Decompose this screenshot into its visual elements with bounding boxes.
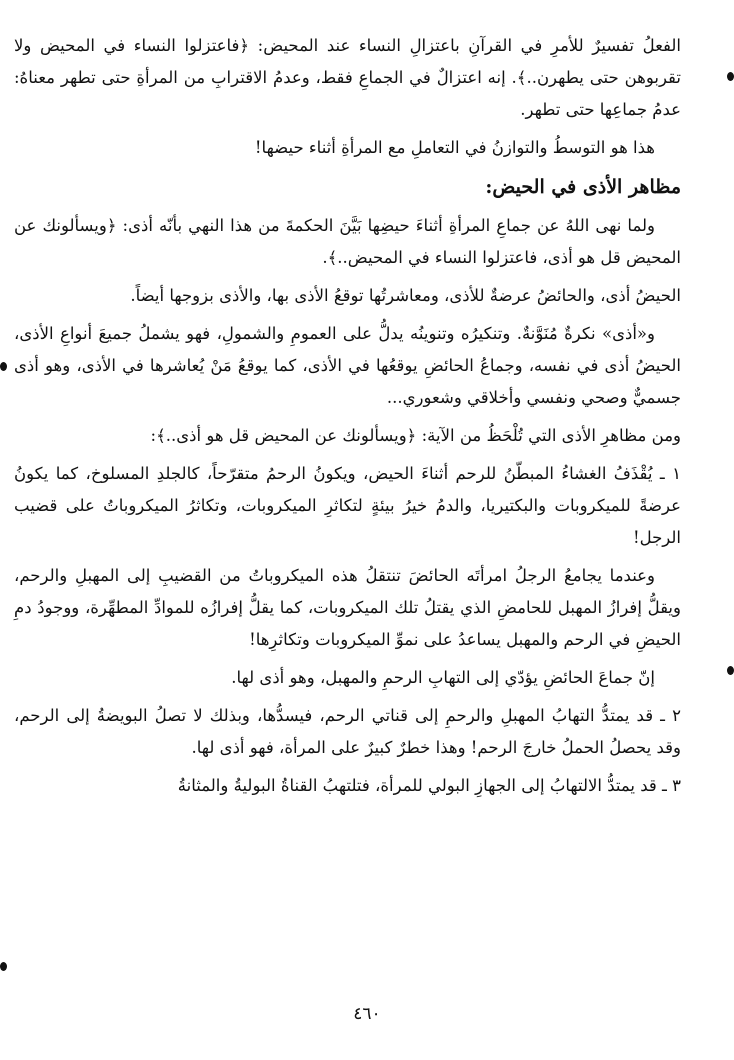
paragraph-6: ومن مظاهرِ الأذى التي تُلْحَظُ من الآية: ﴿ويسألونك عن المحيض قل هو أذى..﴾:: [150, 426, 681, 445]
paragraph-5: و«أذى» نكرةٌ مُنَوَّنةٌ. وتنكيرُه وتنوينُه يدلُّ على العمومِ والشمولِ، فهو يشملُ جميعَ أنواعِ الأذى، الحيضُ أذى في نفسه، وجماعُ الحائضِ يوقعُها في الأذى، كما يوقعُ مَنْ يُعاشرها في الأذى، وهو أذى جسميٌّ وصحي ونفسي وأخلاقي وشعوري...: [14, 324, 681, 407]
paragraph-4: الحيضُ أذى، والحائضُ عرضةٌ للأذى، ومعاشرتُها توقعُ الأذى بها، والأذى بزوجها أيضاً.: [130, 286, 681, 305]
page-number: ٤٦٠: [353, 1004, 381, 1024]
paragraph-11: ٣ ـ قد يمتدُّ الالتهابُ إلى الجهازِ البولي للمرأة، فتلتهبُ القناةُ البوليةُ والمثانةُ: [177, 776, 681, 795]
paragraph-3: ولما نهى اللهُ عن جماعِ المرأةِ أثناءَ حيضِها بَيَّنَ الحكمةَ من هذا النهي بأنّه أذى: ﴿ويسألونك عن المحيض قل هو أذى، فاعتزلوا النساء في المحيض..﴾.: [14, 216, 681, 267]
paragraph-2: هذا هو التوسطُ والتوازنُ في التعاملِ مع المرأةِ أثناء حيضها!: [254, 138, 655, 157]
paragraph-7: ١ ـ يُقْذَفُ الغشاءُ المبطّنُ للرحم أثناءَ الحيض، ويكونُ الرحمُ متقرّحاً، كالجلدِ المسلوخ، كما يكونُ عرضةً للميكروبات والبكتيريا، والدمُ خيرُ بيئةٍ لتكاثرِ الميكروبات، وتكاثرُ الميكروباتُ على قضيب الرجل!: [14, 464, 681, 547]
section-heading: مظاهر الأذى في الحيض:: [485, 176, 681, 198]
page-body: [14, 30, 681, 808]
scan-ink-mark: [0, 962, 7, 971]
paragraph-8: وعندما يجامعُ الرجلُ امرأتَه الحائضَ تنتقلُ هذه الميكروباتُ من القضيبِ إلى المهبلِ والرحم، ويقلُّ إفرازُ المهبل للحامضِ الذي يقتلُ تلك الميكروبات، كما يقلُّ إفرازُه للموادِّ المطهِّرة، ووجودُ دمِ الحيضِ في الرحم والمهبل يساعدُ على نموِّ الميكروبات وتكاثرِها!: [14, 566, 681, 649]
paragraph-10: ٢ ـ قد يمتدُّ التهابُ المهبلِ والرحمِ إلى قناتي الرحم، فيسدُّها، وبذلك لا تصلُ البويضةُ إلى الرحم، وقد يحصلُ الحملُ خارجَ الرحم! وهذا خطرٌ كبيرٌ على المرأة، فهو أذى لها.: [14, 706, 681, 757]
scan-ink-mark: [0, 362, 7, 371]
scan-ink-mark: [727, 666, 734, 675]
paragraph-9: إنّ جماعَ الحائضِ يؤدّي إلى التهابِ الرحمِ والمهبل، وهو أذى لها.: [231, 668, 655, 687]
paragraph-1: الفعلُ تفسيرٌ للأمرِ في القرآنِ باعتزالِ النساء عند المحيض: ﴿فاعتزلوا النساء في المحيض ولا تقربوهن حتى يطهرن..﴾. إنه اعتزالٌ في الجماعِ فقط، وعدمُ الاقترابِ من المرأةِ حتى تطهر معناهُ: عدمُ جماعِها حتى تطهر.: [14, 36, 681, 119]
scan-ink-mark: [727, 72, 734, 81]
